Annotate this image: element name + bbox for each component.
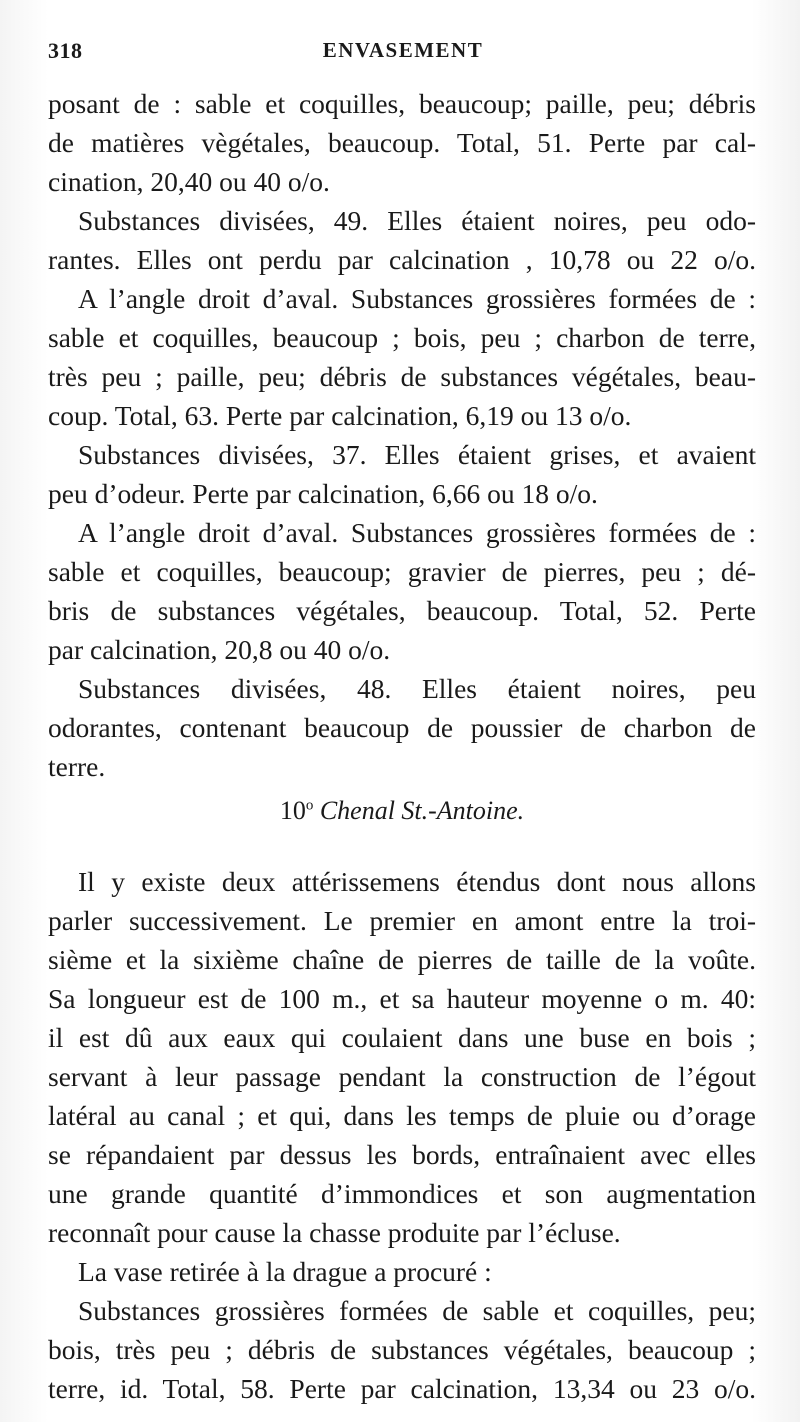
text-line: de matières vègétales, beaucoup. Total, 51. Perte par cal- (48, 127, 756, 158)
page-number: 318 (48, 38, 83, 63)
text-line: Substances divisées, 48. Elles étaient noires, peu (78, 673, 756, 704)
body-text (48, 84, 756, 1408)
text-line: terre, id. Total, 58. Perte par calcination, 13,34 ou 23 o/o. (48, 1373, 756, 1404)
text-line: Il y existe deux attérissemens étendus dont nous allons (78, 866, 756, 897)
text-line: odorantes, contenant beaucoup de poussier de charbon de (48, 712, 756, 743)
section-degree: o (305, 797, 314, 814)
text-line: par calcination, 20,8 ou 40 o/o. (48, 634, 391, 665)
text-line: bris de substances végétales, beaucoup. Total, 52. Perte (48, 595, 756, 626)
page-header (48, 38, 758, 70)
text-line: parler successivement. Le premier en amont entre la troi- (48, 905, 756, 936)
section-heading (48, 788, 756, 834)
text-line: La vase retirée à la drague a procuré : (78, 1256, 492, 1287)
running-head: ENVASEMENT (322, 38, 484, 62)
text-line: sième et la sixième chaîne de pierres de taille de la voûte. (48, 944, 756, 975)
text-line: terre. (48, 751, 106, 782)
text-line: rantes. Elles ont perdu par calcination , 10,78 ou 22 o/o. (48, 244, 756, 275)
text-line: A l’angle droit d’aval. Substances grossières formées de : (78, 517, 756, 548)
text-line: très peu ; paille, peu; débris de substances végétales, beau- (48, 361, 756, 392)
text-line: sable et coquilles, beaucoup; gravier de pierres, peu ; dé- (48, 556, 756, 587)
text-line: se répandaient par dessus les bords, entraînaient avec elles (48, 1139, 756, 1170)
text-line: sable et coquilles, beaucoup ; bois, peu ; charbon de terre, (48, 322, 756, 353)
text-line: cination, 20,40 ou 40 o/o. (48, 166, 330, 197)
text-line: Sa longueur est de 100 m., et sa hauteur moyenne o m. 40: (48, 983, 756, 1014)
text-line: Substances divisées, 37. Elles étaient grises, et avaient (78, 439, 756, 470)
text-line: posant de : sable et coquilles, beaucoup; paille, peu; débris (48, 88, 756, 119)
section-title: Chenal St.-Antoine. (319, 796, 525, 825)
section-number: 10 (279, 796, 306, 825)
text-line: Substances divisées, 49. Elles étaient noires, peu odo- (78, 205, 756, 236)
text-line: latéral au canal ; et qui, dans les temps de pluie ou d’orage (48, 1100, 756, 1131)
text-line: une grande quantité d’immondices et son augmentation (48, 1178, 756, 1209)
text-line: peu d’odeur. Perte par calcination, 6,66 ou 18 o/o. (48, 478, 598, 509)
text-line: bois, très peu ; débris de substances végétales, beaucoup ; (48, 1334, 756, 1365)
text-line: reconnaît pour cause la chasse produite par l’écluse. (48, 1217, 621, 1248)
text-line: Substances grossières formées de sable et coquilles, peu; (78, 1295, 756, 1326)
text-line: A l’angle droit d’aval. Substances grossières formées de : (78, 283, 756, 314)
text-line: il est dû aux eaux qui coulaient dans une buse en bois ; (48, 1022, 756, 1053)
text-line: servant à leur passage pendant la construction de l’égout (48, 1061, 756, 1092)
text-line: coup. Total, 63. Perte par calcination, 6,19 ou 13 o/o. (48, 400, 632, 431)
